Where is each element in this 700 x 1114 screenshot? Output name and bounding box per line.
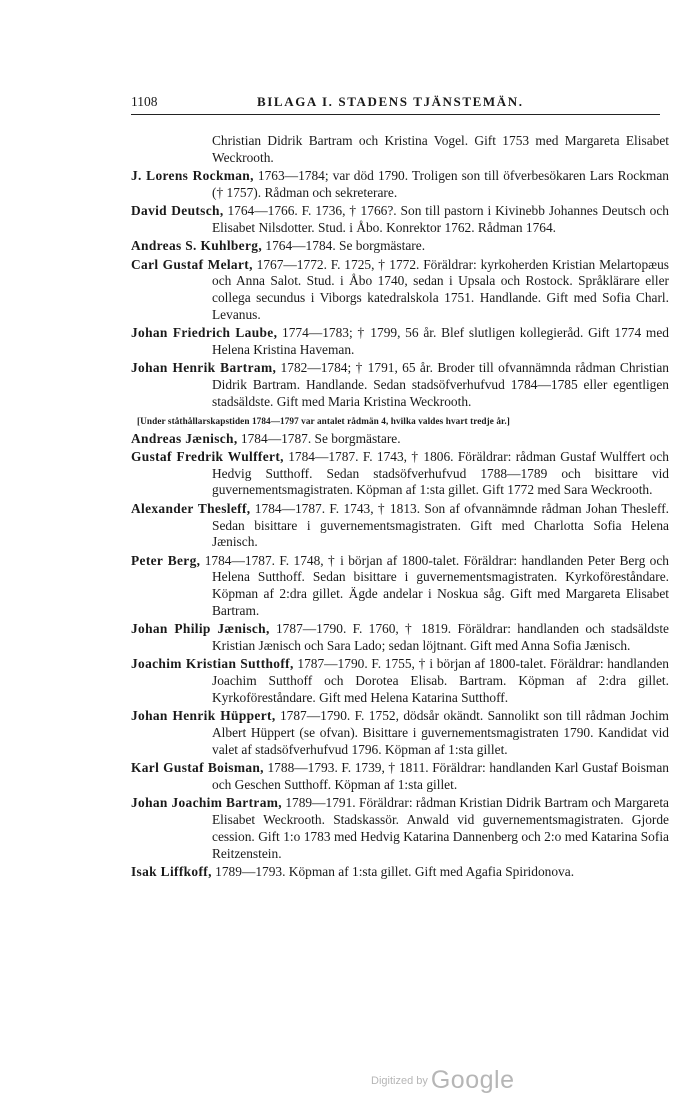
person-name: Alexander Thesleff,	[131, 500, 251, 516]
register-entry	[131, 760, 669, 794]
digitized-by-watermark	[371, 1066, 514, 1095]
register-entry	[131, 553, 669, 620]
person-name: Carl Gustaf Melart,	[131, 256, 253, 272]
person-name: Karl Gustaf Boisman,	[131, 760, 264, 776]
register-entry	[131, 168, 669, 202]
person-name: Peter Berg,	[131, 552, 201, 568]
person-name: Johan Joachim Bartram,	[131, 795, 282, 811]
page-number: 1108	[131, 94, 158, 109]
entry-text: 1774—1783; † 1799, 56 år. Blef slutligen kollegieråd. Gift 1774 med Helena Kristina Haveman.	[212, 325, 669, 358]
entry-text: 1763—1784; var död 1790. Troligen son till öfverbesökaren Lars Rockman († 1757). Rådman och sekreterare.	[212, 168, 669, 200]
entry-text: 1764—1784. Se borgmästare.	[265, 238, 426, 254]
entry-text: 1784—1787. Se borgmästare.	[240, 430, 401, 446]
person-name: Gustaf Fredrik Wulffert,	[131, 448, 284, 464]
continuation-entry	[131, 133, 669, 167]
register-entry	[131, 621, 669, 655]
person-name: J. Lorens Rockman,	[131, 168, 254, 184]
entry-text: 1784—1787. F. 1743, † 1806. Föräldrar: rådman Gustaf Wulffert och Hedvig Sutthoff. Sedan stadsöfverhufvud 1788—1789 och bisittare vid guvernementsmagistraten. Köpman af 1:sta gillet. Gift 1772 med Sara Weckrooth.	[212, 448, 669, 498]
entry-text: 1787—1790. F. 1755, † i början af 1800-talet. Föräldrar: handlanden Joachim Sutthoff och Dorotea Elisab. Bartram. Köpman af 2:dra gillet. Kyrkoföreståndare. Gift med Helena Katarina Sutthoff.	[212, 656, 669, 705]
register-entry	[131, 238, 669, 255]
entry-text: 1784—1787. F. 1743, † 1813. Son af ofvannämnde rådman Johan Thesleff. Sedan bisittare i guvernementsmagistraten. Gift med Charlotta Sofia Helena Jænisch.	[212, 500, 669, 550]
person-name: Isak Liffkoff,	[131, 863, 212, 879]
person-name: Joachim Kristian Sutthoff,	[131, 656, 294, 672]
entry-text: 1789—1791. Föräldrar: rådman Kristian Didrik Bartram och Margareta Elisabet Weckrooth. Stadskassör. Anwald vid guvernementsmagistraten. Gjorde cession. Gift 1:o 1783 med Hedvig Katarina Dannenberg och 2:o med Katarina Sofia Reitzenstein.	[212, 795, 669, 861]
digitized-by-text: Digitized by	[371, 1075, 428, 1087]
register-entry	[131, 501, 669, 551]
entry-text: 1787—1790. F. 1752, dödsår okändt. Sannolikt son till rådman Jochim Albert Hüppert (se ofvan). Bisittare i guvernementsmagistraten 1790. Kandidat vid valet af stadsöfverhufvud 1796. Köpman af 1:sta gillet.	[212, 708, 669, 757]
person-name: Johan Henrik Bartram,	[131, 360, 277, 376]
entry-text: 1788—1793. F. 1739, † 1811. Föräldrar: handlanden Karl Gustaf Boisman och Geschen Sutthoff. Köpman af 1:sta gillet.	[212, 760, 669, 792]
entry-text: Christian Didrik Bartram och Kristina Vogel. Gift 1753 med Margareta Elisabet Weckrooth.	[212, 133, 669, 165]
page-header	[131, 92, 660, 115]
register-entry	[131, 656, 669, 706]
register-entry	[131, 449, 669, 499]
register-entry	[131, 360, 669, 410]
entry-text: 1767—1772. F. 1725, † 1772. Föräldrar: kyrkoherden Kristian Melartopæus och Anna Salot. Stud. i Åbo 1740, sedan i Upsala och Rostock. Språklärare eller collega secundus i Viborgs katedralskola 1751. Handlande. Gift med Sofia Charl. Levanus.	[212, 256, 669, 322]
google-logo: Google	[430, 1066, 515, 1094]
register-entry	[131, 431, 669, 448]
entry-text: 1787—1790. F. 1760, † 1819. Föräldrar: handlanden och stadsäldste Kristian Jænisch och Sara Lado; sedan löjtnant. Gift med Anna Sofia Jænisch.	[212, 621, 669, 654]
person-name: Johan Friedrich Laube,	[131, 325, 278, 341]
person-name: Andreas S. Kuhlberg,	[131, 238, 263, 254]
person-name: Johan Henrik Hüppert,	[131, 708, 276, 724]
register-entry	[131, 864, 669, 881]
register-entry	[131, 708, 669, 758]
person-name: Johan Philip Jænisch,	[131, 621, 270, 637]
register-entry	[131, 257, 669, 324]
entry-text: 1764—1766. F. 1736, † 1766?. Son till pastorn i Kivinebb Johannes Deutsch och Elisabet Nilsdotter. Stud. i Åbo. Konrektor 1762. Rådman 1764.	[212, 203, 669, 235]
register-entry	[131, 203, 669, 237]
period-note: [Under ståthållarskapstiden 1784—1797 var antalet rådmän 4, hvilka valdes hvart tredje år.]	[137, 415, 510, 426]
entry-text: 1782—1784; † 1791, 65 år. Broder till ofvannämnda rådman Christian Didrik Bartram. Handlande. Sedan stadsöfverhufvud 1784—1785 eller egentligen stadsäldste. Gift med Maria Kristina Weckrooth.	[212, 360, 669, 409]
register-text	[131, 133, 669, 882]
person-name: Andreas Jænisch,	[131, 430, 238, 446]
running-title: BILAGA I. STADENS TJÄNSTEMÄN.	[257, 94, 524, 109]
entry-text: 1789—1793. Köpman af 1:sta gillet. Gift med Agafia Spiridonova.	[215, 863, 575, 879]
register-entry	[131, 325, 669, 359]
entry-text: 1784—1787. F. 1748, † i början af 1800-talet. Föräldrar: handlanden Peter Berg och Helena Sutthoff. Sedan bisittare i guvernementsmagistraten. Kyrkoföreståndare. Köpman af 2:dra gillet. Ägde andelar i Noskua såg. Gift med Margareta Elisabet Bartram.	[204, 552, 669, 619]
register-entry	[131, 795, 669, 862]
person-name: David Deutsch,	[131, 203, 224, 219]
